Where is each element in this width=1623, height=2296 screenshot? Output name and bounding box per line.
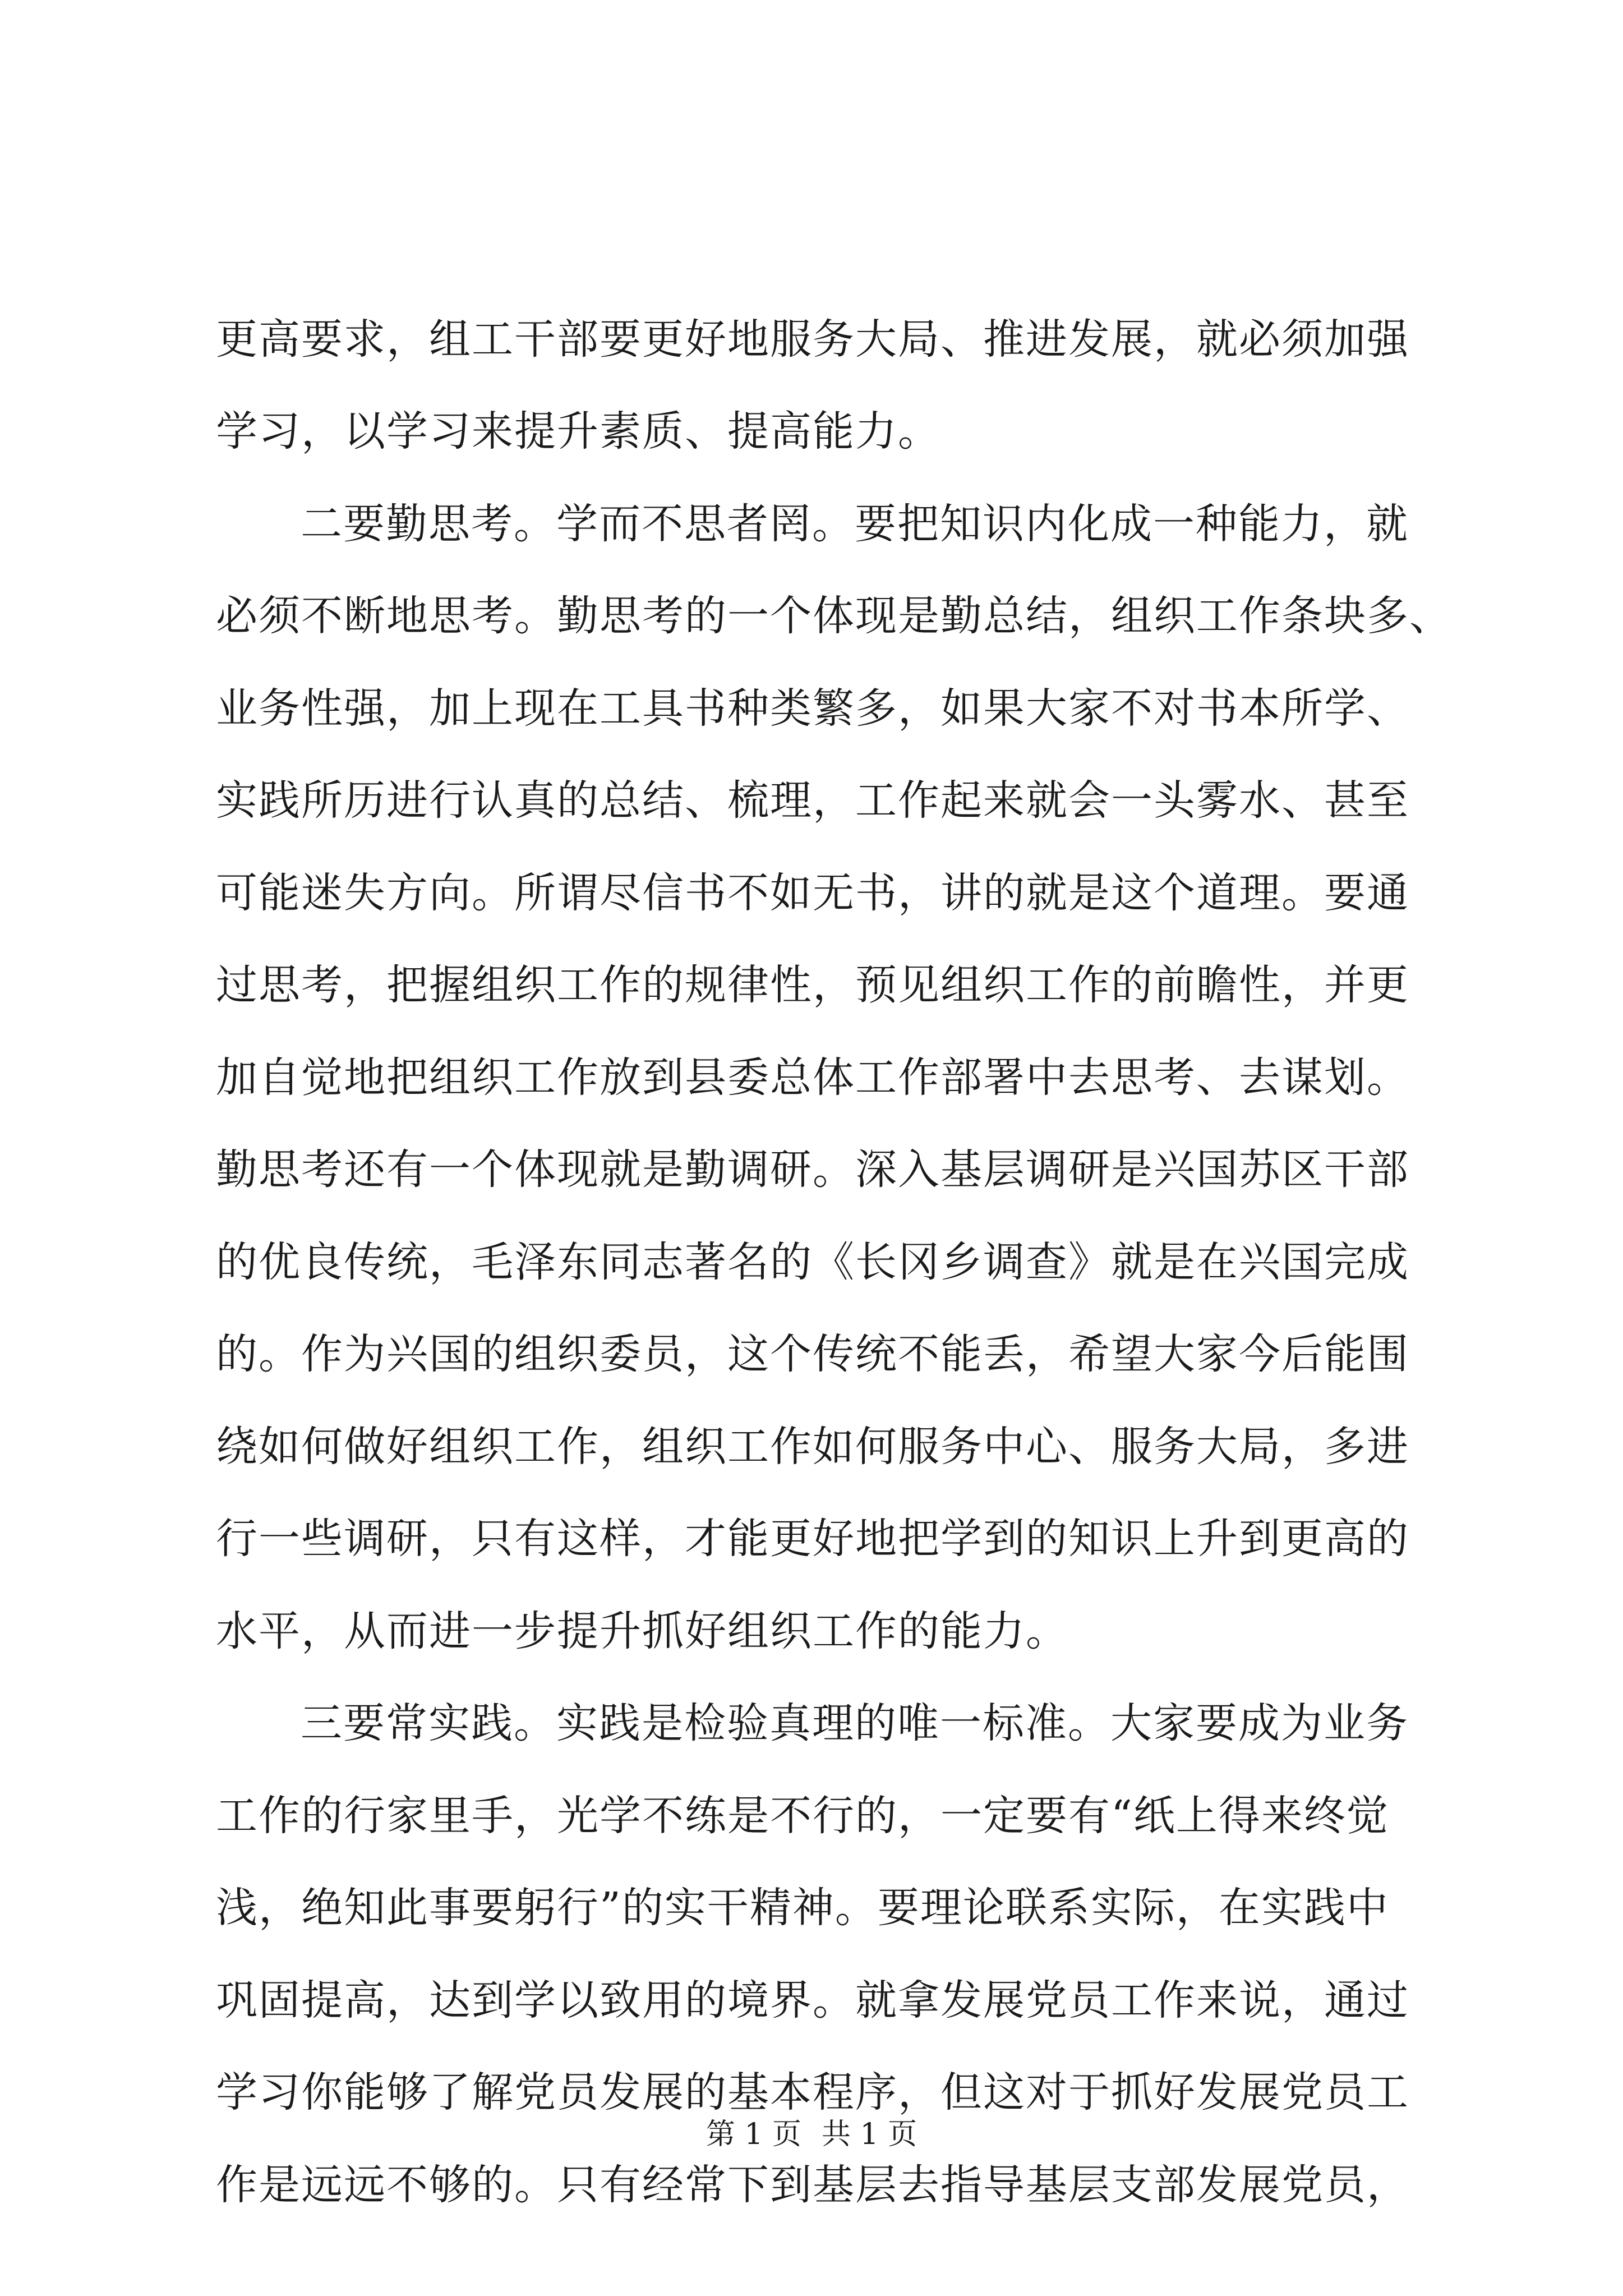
- text-line: 过思考，把握组织工作的规律性，预见组织工作的前瞻性，并更: [216, 961, 1409, 1009]
- text-line: 工作的行家里手，光学不练是不行的，一定要有“纸上得来终觉: [216, 1792, 1389, 1840]
- text-line: 浅，绝知此事要躬行”的实干精神。要理论联系实际，在实践中: [216, 1884, 1389, 1932]
- text-line: 的优良传统，毛泽东同志著名的《长冈乡调查》就是在兴国完成: [216, 1238, 1409, 1286]
- page-footer: [0, 2115, 1623, 2154]
- text-line: 必须不断地思考。勤思考的一个体现是勤总结，组织工作条块多、: [216, 592, 1452, 640]
- text-line: 的。作为兴国的组织委员，这个传统不能丢，希望大家今后能围: [216, 1330, 1409, 1378]
- text-line: 更高要求，组工干部要更好地服务大局、推进发展，就必须加强: [216, 315, 1409, 364]
- text-line: 业务性强，加上现在工具书种类繁多，如果大家不对书本所学、: [216, 684, 1409, 733]
- text-line: 巩固提高，达到学以致用的境界。就拿发展党员工作来说，通过: [216, 1976, 1409, 2024]
- text-line: 学习你能够了解党员发展的基本程序，但这对于抓好发展党员工: [216, 2068, 1409, 2116]
- text-line: 勤思考还有一个体现就是勤调研。深入基层调研是兴国苏区干部: [216, 1145, 1409, 1194]
- text-line: 二要勤思考。学而不思者罔。要把知识内化成一种能力，就: [301, 500, 1409, 548]
- text-line: 水平，从而进一步提升抓好组织工作的能力。: [216, 1607, 1068, 1655]
- text-line: 加自觉地把组织工作放到县委总体工作部署中去思考、去谋划。: [216, 1053, 1409, 1102]
- text-line: 可能迷失方向。所谓尽信书不如无书，讲的就是这个道理。要通: [216, 869, 1409, 917]
- text-line: 绕如何做好组织工作，组织工作如何服务中心、服务大局，多进: [216, 1423, 1409, 1471]
- page-number-total: 共 1 页: [822, 2118, 917, 2151]
- text-line: 学习，以学习来提升素质、提高能力。: [216, 407, 940, 455]
- text-line: 三要常实践。实践是检验真理的唯一标准。大家要成为业务: [301, 1699, 1409, 1747]
- text-line: 实践所历进行认真的总结、梳理，工作起来就会一头雾水、甚至: [216, 776, 1409, 825]
- page-number-current: 第 1 页: [706, 2118, 801, 2151]
- text-line: 行一些调研，只有这样，才能更好地把学到的知识上升到更高的: [216, 1515, 1409, 1563]
- text-line: 作是远远不够的。只有经常下到基层去指导基层支部发展党员，: [216, 2161, 1409, 2209]
